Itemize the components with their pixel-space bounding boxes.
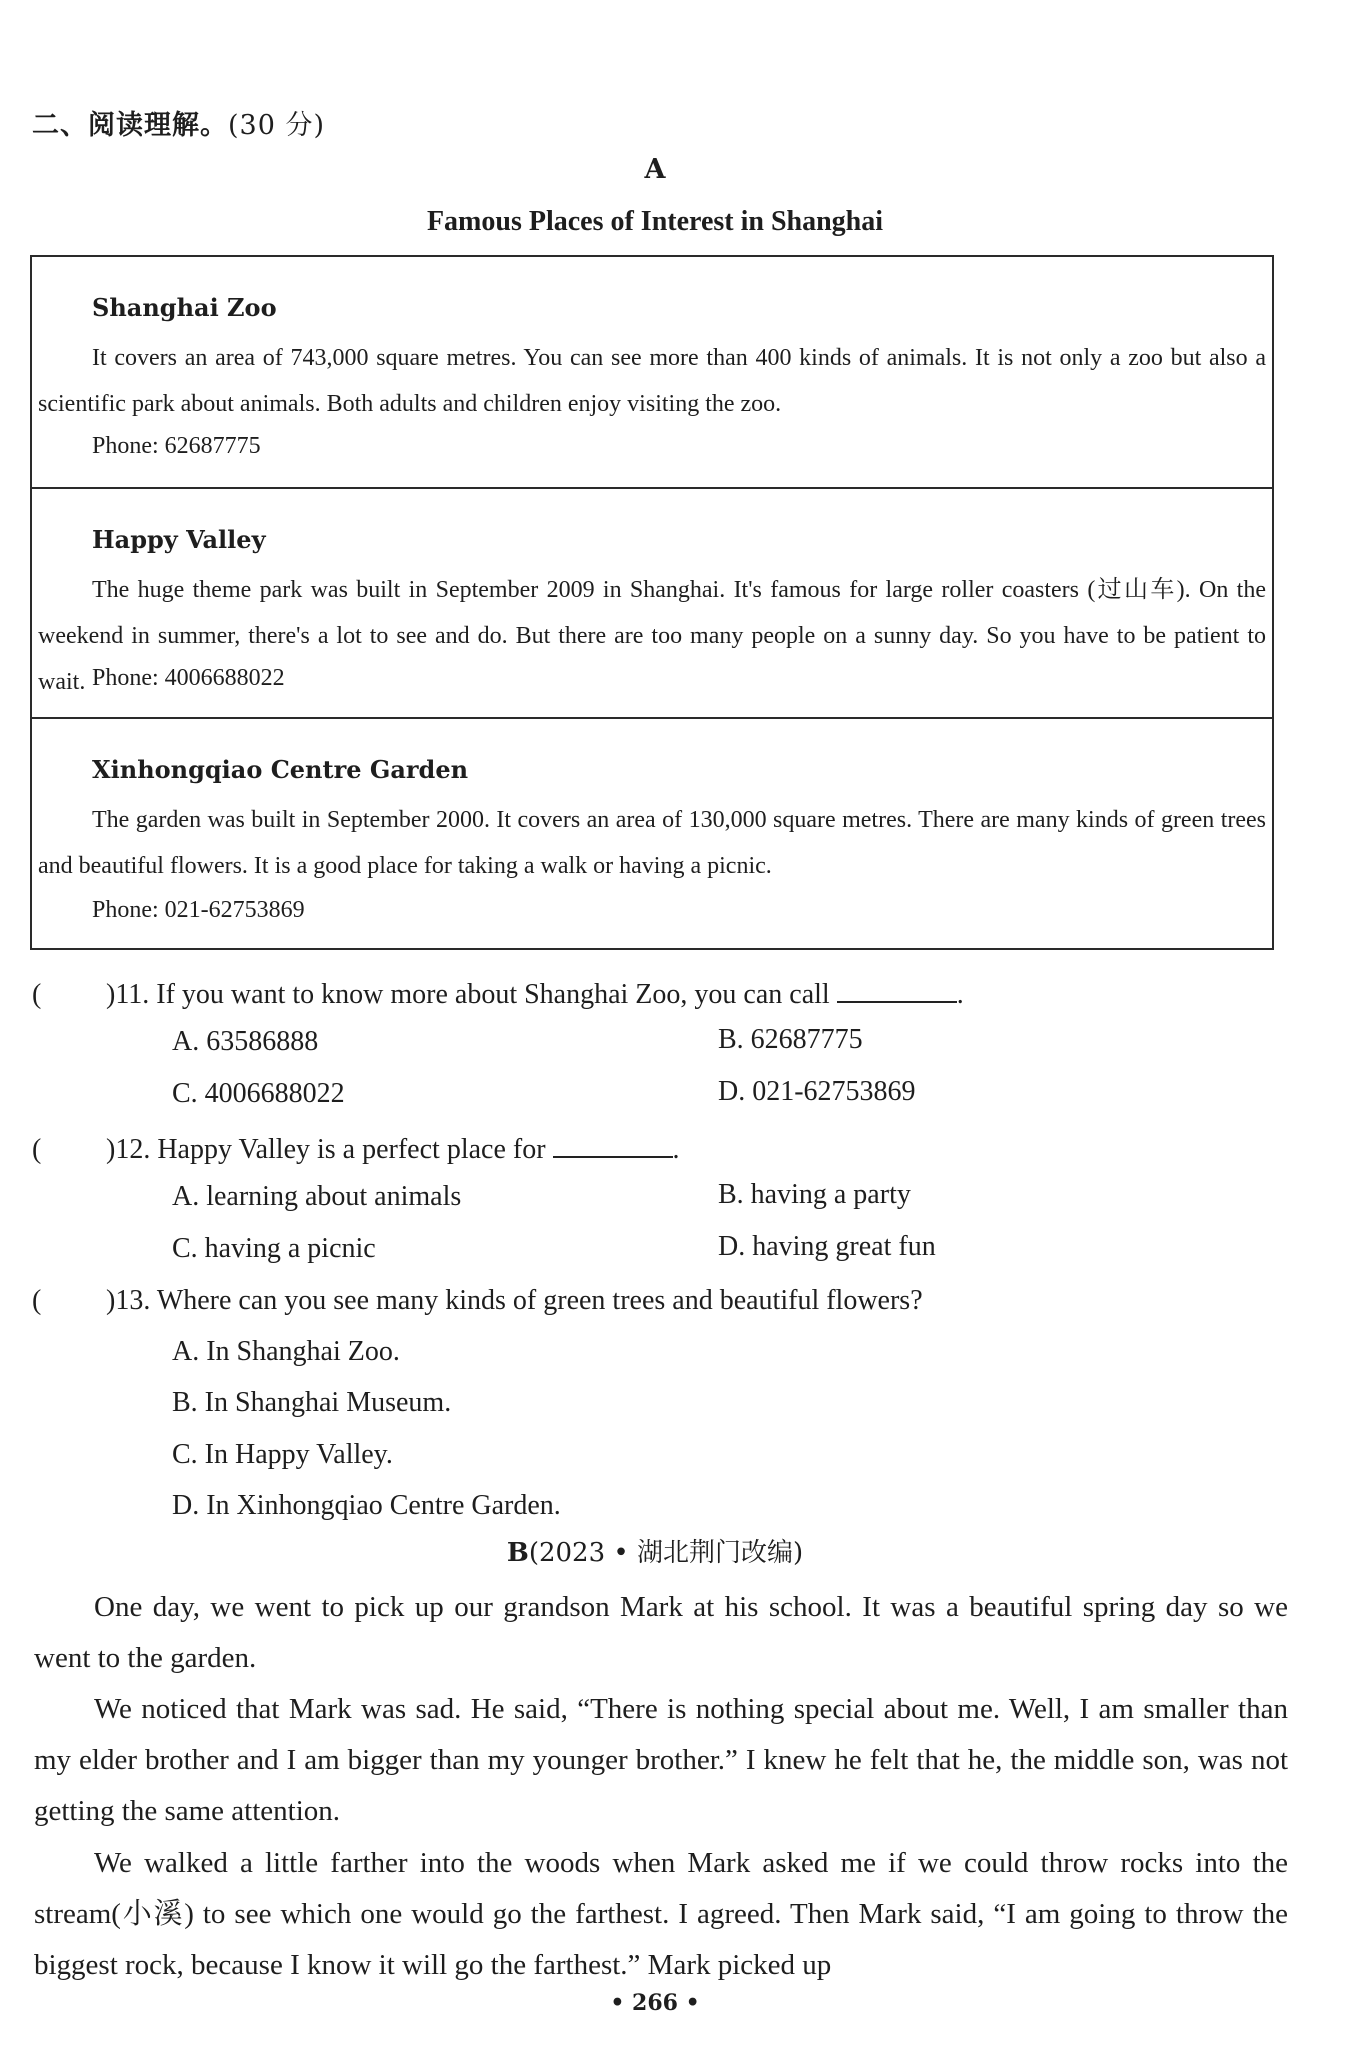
section-score: (30 分) <box>228 110 326 141</box>
place-entry <box>32 487 1272 717</box>
question-text: )12. Happy Valley is a perfect place for <box>106 1134 553 1165</box>
passage-b-paragraph: One day, we went to pick up our grandson Mark at his school. It was a beautiful spring day so we went to the garden. <box>34 1591 1288 1674</box>
option-a[interactable]: A. 63586888 <box>172 1026 319 1057</box>
place-description: The garden was built in September 2000. It covers an area of 130,000 square metres. There are many kinds of green trees and beautiful flowers. It is a good place for taking a walk or having a picnic. <box>38 807 1266 879</box>
option-c[interactable]: C. In Happy Valley. <box>172 1439 393 1470</box>
passage-b-paragraph: We walked a little farther into the woods when Mark asked me if we could throw rocks into the stream(小溪) to see which one would go the farthest. I agreed. Then Mark said, “I am going to throw the biggest rock, because I know it will go the farthest.” Mark picked up <box>34 1847 1288 1981</box>
place-name: Happy Valley <box>92 525 266 554</box>
question-end: . <box>956 979 964 1010</box>
answer-bracket[interactable]: ( <box>32 1134 42 1165</box>
option-b[interactable]: B. having a party <box>718 1179 911 1210</box>
question-12 <box>32 1130 680 1166</box>
section-title: 二、阅读理解。 <box>32 110 228 141</box>
place-description: The huge theme park was built in September 2009 in Shanghai. It's famous for large roller coasters (过山车). On the weekend in summer, there's a lot to see and do. But there are too many people on a sunny day. So you have to be patient to wait. <box>38 577 1266 695</box>
passage-a-title: Famous Places of Interest in Shanghai <box>426 206 884 237</box>
place-entry <box>32 717 1272 950</box>
option-d[interactable]: D. 021-62753869 <box>718 1076 916 1107</box>
place-name: Shanghai Zoo <box>92 293 277 322</box>
answer-blank <box>553 1130 673 1158</box>
passage-b-source: (2023 • 湖北荆门改编) <box>528 1538 804 1568</box>
question-end: . <box>672 1134 680 1165</box>
place-name: Xinhongqiao Centre Garden <box>92 755 469 784</box>
section-heading <box>32 103 325 142</box>
answer-blank <box>837 975 957 1003</box>
passage-a-label: A <box>644 154 666 185</box>
answer-bracket[interactable]: ( <box>32 979 42 1010</box>
option-a[interactable]: A. learning about animals <box>172 1181 462 1212</box>
places-info-box <box>30 255 1274 950</box>
option-d[interactable]: D. having great fun <box>718 1231 936 1262</box>
question-text: )11. If you want to know more about Shanghai Zoo, you can call <box>106 979 837 1010</box>
answer-bracket[interactable]: ( <box>32 1285 42 1316</box>
option-b[interactable]: B. 62687775 <box>718 1024 863 1055</box>
place-phone: Phone: 4006688022 <box>92 665 285 691</box>
option-b[interactable]: B. In Shanghai Museum. <box>172 1387 452 1418</box>
passage-b-heading <box>0 1532 1310 1569</box>
option-a[interactable]: A. In Shanghai Zoo. <box>172 1336 400 1367</box>
passage-b-label: B <box>506 1538 529 1568</box>
place-phone: Phone: 021-62753869 <box>92 897 305 923</box>
question-13 <box>32 1285 923 1317</box>
place-description: It covers an area of 743,000 square metres. You can see more than 400 kinds of animals. It is not only a zoo but also a scientific park about animals. Both adults and children enjoy visiting the zoo. <box>38 345 1266 417</box>
passage-b-paragraph: We noticed that Mark was sad. He said, “There is nothing special about me. Well, I am smaller than my elder brother and I am bigger than my younger brother.” I knew he felt that he, the middle son, was not getting the same attention. <box>34 1693 1288 1827</box>
place-phone: Phone: 62687775 <box>92 433 261 459</box>
place-entry <box>32 257 1272 487</box>
page-number: • 266 • <box>610 1990 700 2016</box>
option-c[interactable]: C. having a picnic <box>172 1233 376 1264</box>
option-c[interactable]: C. 4006688022 <box>172 1078 345 1109</box>
question-text: )13. Where can you see many kinds of green trees and beautiful flowers? <box>106 1285 923 1316</box>
question-11 <box>32 975 964 1011</box>
option-d[interactable]: D. In Xinhongqiao Centre Garden. <box>172 1490 561 1521</box>
